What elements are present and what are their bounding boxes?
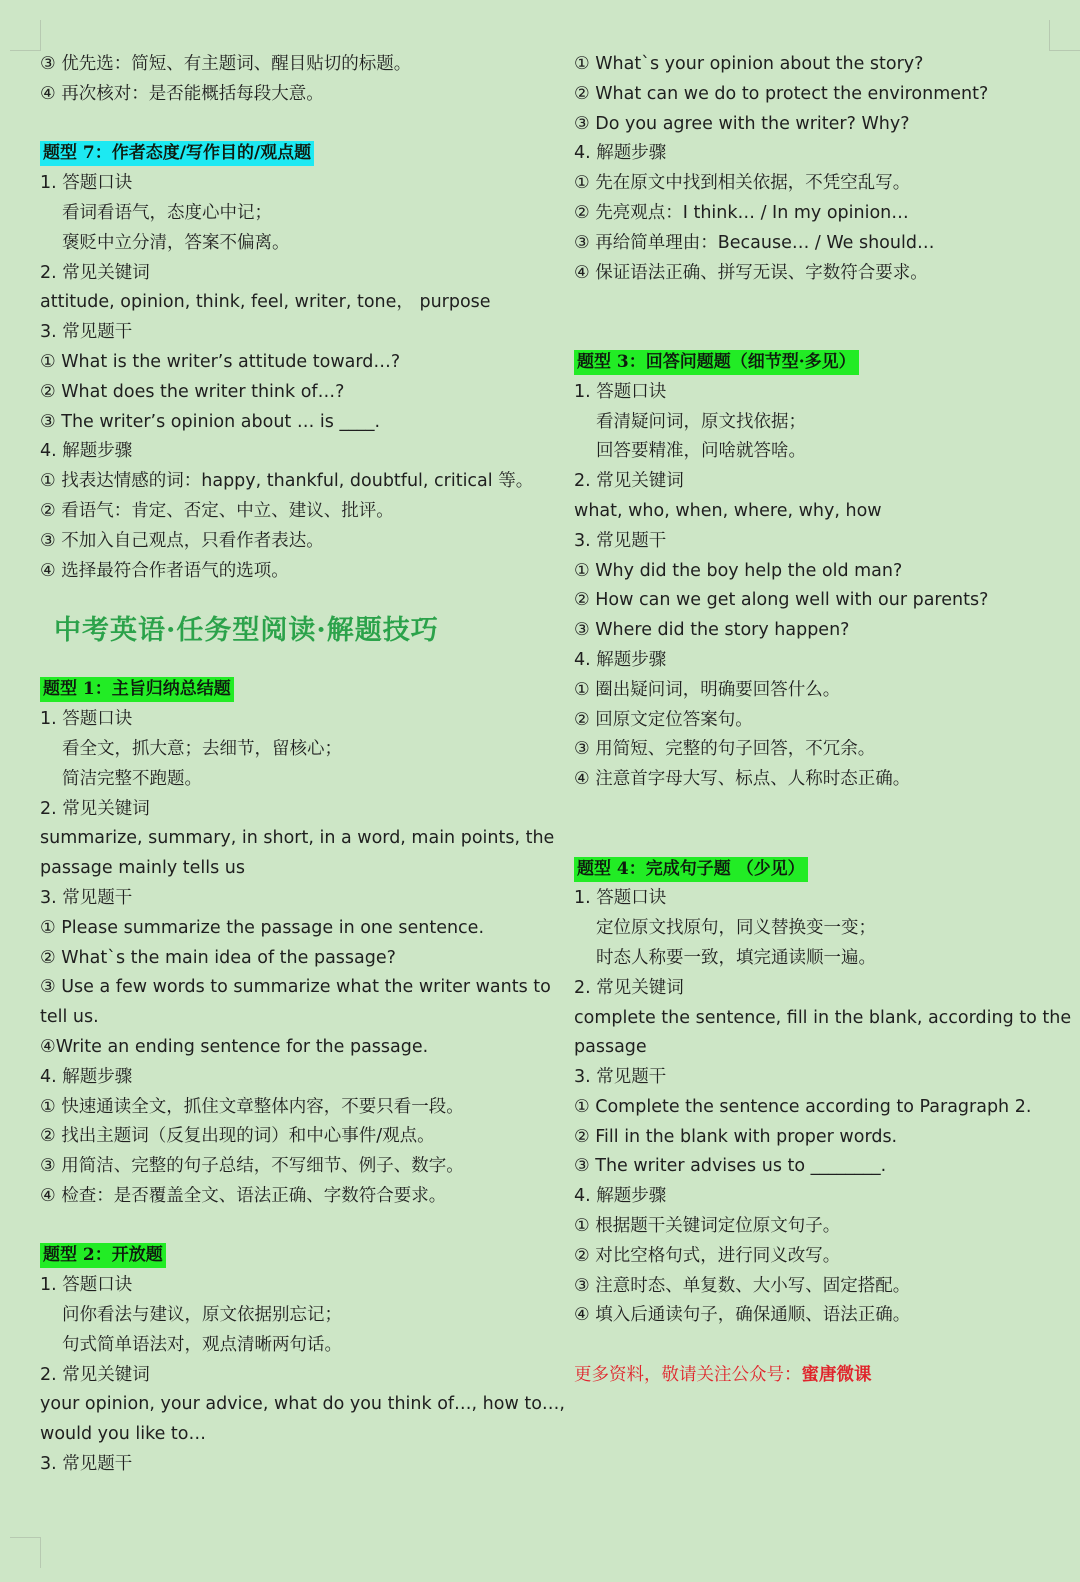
subheading: 1. 答题口诀 xyxy=(574,888,667,909)
list-item: ① Why did the boy help the old man? xyxy=(574,560,903,581)
list-item: ③ 用简短、完整的句子回答，不冗余。 xyxy=(574,739,876,760)
rhyme-line: 定位原文找原句，同义替换变一变； xyxy=(596,918,876,939)
keywords: passage xyxy=(574,1037,647,1058)
list-item: ① 圈出疑问词，明确要回答什么。 xyxy=(574,679,841,700)
rhyme-line: 回答要精准，问啥就答啥。 xyxy=(596,441,806,462)
page-title: 中考英语·任务型阅读·解题技巧 xyxy=(54,615,439,647)
list-item: ② How can we get along well with our parents? xyxy=(574,590,989,611)
subheading: 4. 解题步骤 xyxy=(40,441,133,462)
section-type2 xyxy=(40,1241,540,1271)
rhyme-line: 简洁完整不跑题。 xyxy=(62,768,202,789)
list-item: ① Complete the sentence according to Paragraph 2. xyxy=(574,1096,1032,1117)
section-tag: 题型 7：作者态度/写作目的/观点题 xyxy=(40,141,314,166)
list-item: ③ 注意时态、单复数、大小写、固定搭配。 xyxy=(574,1275,911,1296)
list-item: ② What`s the main idea of the passage? xyxy=(40,947,396,968)
subheading: 1. 答题口诀 xyxy=(40,709,133,730)
section-tag: 题型 1：主旨归纳总结题 xyxy=(40,677,234,702)
keywords: complete the sentence, fill in the blank, according to the xyxy=(574,1007,1072,1028)
page-corner-mark xyxy=(10,1537,41,1568)
section-tag: 题型 3：回答问题题（细节型·多见） xyxy=(574,350,859,375)
page-corner-mark xyxy=(1049,20,1080,51)
footer-note xyxy=(574,1361,1070,1391)
subheading: 1. 答题口诀 xyxy=(40,1275,133,1296)
section-type7 xyxy=(40,139,540,169)
rhyme-line: 看全文，抓大意；去细节，留核心； xyxy=(62,738,342,759)
rhyme-line: 问你看法与建议，原文依据别忘记； xyxy=(62,1305,342,1326)
list-item: tell us. xyxy=(40,1007,99,1028)
subheading: 4. 解题步骤 xyxy=(574,1186,667,1207)
list-item: ③ Where did the story happen? xyxy=(574,620,850,641)
footer-text: 更多资料，敬请关注公众号： xyxy=(574,1365,802,1386)
list-item: ① What`s your opinion about the story? xyxy=(574,54,924,74)
list-item: ④Write an ending sentence for the passage. xyxy=(40,1036,429,1057)
rhyme-line: 时态人称要一致，填完通读顺一遍。 xyxy=(596,947,876,968)
right-column xyxy=(574,50,1070,1391)
list-item: ① 根据题干关键词定位原文句子。 xyxy=(574,1216,841,1237)
list-item: ③ The writer’s opinion about … is ____. xyxy=(40,411,381,432)
list-item: ① Please summarize the passage in one sentence. xyxy=(40,917,485,938)
rhyme-line: 看清疑问词，原文找依据； xyxy=(596,411,806,432)
list-item: ② 看语气：肯定、否定、中立、建议、批评。 xyxy=(40,500,394,521)
subheading: 4. 解题步骤 xyxy=(574,649,667,670)
list-item: ① 快速通读全文，抓住文章整体内容，不要只看一段。 xyxy=(40,1096,464,1117)
subheading: 4. 解题步骤 xyxy=(40,1066,133,1087)
list-item: ① What is the writer’s attitude toward…? xyxy=(40,351,401,372)
subheading: 3. 常见题干 xyxy=(40,322,133,343)
list-item: ④ 填入后通读句子，确保通顺、语法正确。 xyxy=(574,1305,911,1326)
subheading: 2. 常见关键词 xyxy=(574,471,684,492)
footer-brand: 蜜唐微课 xyxy=(801,1365,872,1386)
keywords: summarize, summary, in short, in a word, main points, the xyxy=(40,828,555,849)
section-tag: 题型 2：开放题 xyxy=(40,1243,166,1268)
subheading: 2. 常见关键词 xyxy=(40,262,150,283)
rhyme-line: 看词看语气，态度心中记； xyxy=(62,202,272,223)
subheading: 1. 答题口诀 xyxy=(40,173,133,194)
list-item: ② 回原文定位答案句。 xyxy=(574,709,753,730)
list-item: ③ Use a few words to summarize what the writer wants to xyxy=(40,977,551,998)
list-item: ① 找表达情感的词：happy, thankful, doubtful, critical 等。 xyxy=(40,471,534,492)
subheading: 2. 常见关键词 xyxy=(40,1364,150,1385)
list-item: ④ 再次核对：是否能概括每段大意。 xyxy=(40,83,324,104)
keywords: passage mainly tells us xyxy=(40,858,245,879)
list-item: ① 先在原文中找到相关依据，不凭空乱写。 xyxy=(574,173,911,194)
section-type4 xyxy=(574,855,1070,885)
list-item: ② What can we do to protect the environment? xyxy=(574,83,989,104)
left-column xyxy=(40,50,565,1480)
keywords: attitude, opinion, think, feel, writer, tone， purpose xyxy=(40,292,491,313)
section-type1 xyxy=(40,675,540,705)
list-item: ② 对比空格句式，进行同义改写。 xyxy=(574,1245,841,1266)
list-item: ③ 不加入自己观点，只看作者表达。 xyxy=(40,530,324,551)
keywords: your opinion, your advice, what do you think of…, how to…, xyxy=(40,1394,565,1415)
keywords: would you like to… xyxy=(40,1424,206,1445)
list-item: ② Fill in the blank with proper words. xyxy=(574,1126,898,1147)
subheading: 3. 常见题干 xyxy=(574,530,667,551)
section-type3 xyxy=(574,348,1070,378)
subheading: 1. 答题口诀 xyxy=(574,381,667,402)
list-item: ③ 优先选：简短、有主题词、醒目贴切的标题。 xyxy=(40,54,412,74)
page-corner-mark xyxy=(10,20,41,51)
rhyme-line: 句式简单语法对，观点清晰两句话。 xyxy=(62,1334,342,1355)
list-item: ④ 保证语法正确、拼写无误、字数符合要求。 xyxy=(574,262,928,283)
list-item: ② 先亮观点：I think… / In my opinion… xyxy=(574,202,909,223)
list-item: ④ 选择最符合作者语气的选项。 xyxy=(40,560,289,581)
rhyme-line: 褒贬中立分清，答案不偏离。 xyxy=(62,232,290,253)
subheading: 4. 解题步骤 xyxy=(574,143,667,164)
subheading: 3. 常见题干 xyxy=(40,1454,133,1475)
list-item: ④ 检查：是否覆盖全文、语法正确、字数符合要求。 xyxy=(40,1185,447,1206)
subheading: 3. 常见题干 xyxy=(40,887,133,908)
list-item: ③ 用简洁、完整的句子总结，不写细节、例子、数字。 xyxy=(40,1156,464,1177)
section-tag: 题型 4：完成句子题 （少见） xyxy=(574,857,808,882)
subheading: 3. 常见题干 xyxy=(574,1067,667,1088)
list-item: ② 找出主题词（反复出现的词）和中心事件/观点。 xyxy=(40,1126,435,1147)
list-item: ③ Do you agree with the writer? Why? xyxy=(574,113,910,134)
list-item: ③ 再给简单理由：Because… / We should… xyxy=(574,232,935,253)
list-item: ② What does the writer think of…? xyxy=(40,381,345,402)
subheading: 2. 常见关键词 xyxy=(574,977,684,998)
keywords: what, who, when, where, why, how xyxy=(574,500,882,521)
list-item: ③ The writer advises us to ________. xyxy=(574,1156,887,1177)
list-item: ④ 注意首字母大写、标点、人称时态正确。 xyxy=(574,769,911,790)
subheading: 2. 常见关键词 xyxy=(40,798,150,819)
